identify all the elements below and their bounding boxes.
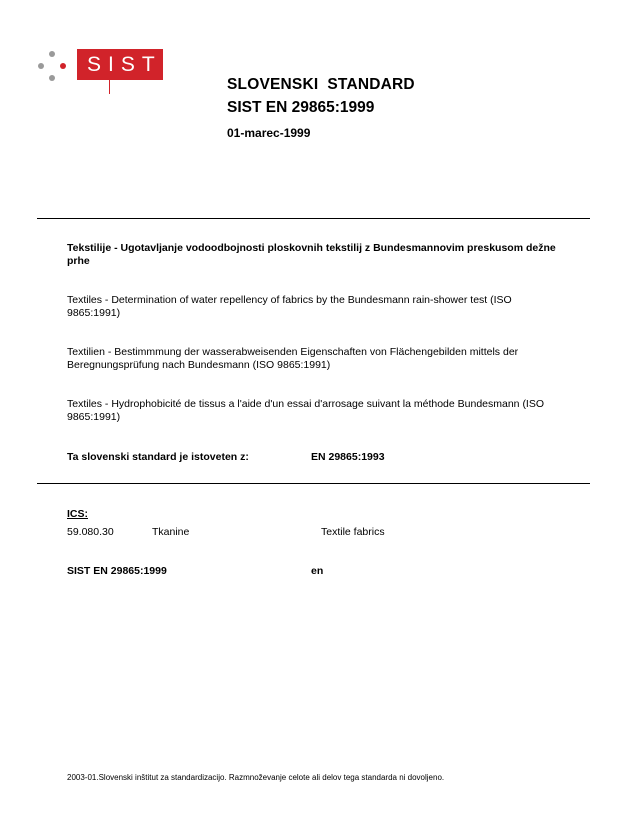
bottom-lang: en [311, 565, 324, 577]
title-en: Textiles - Determination of water repellency of fabrics by the Bundesmann rain-shower test (ISO 9865:1991) [67, 294, 512, 319]
footer-note: 2003-01.Slovenski inštitut za standardizacijo. Razmnoževanje celote ali delov tega standarda ni dovoljeno. [67, 773, 445, 782]
sist-logo: SIST [77, 49, 163, 80]
ics-label: ICS: [67, 508, 88, 520]
ics-code: 59.080.30 [67, 526, 114, 538]
standard-date: 01-marec-1999 [227, 126, 311, 140]
standard-heading: SLOVENSKI STANDARD [227, 76, 415, 93]
ics-name-en: Textile fabrics [321, 526, 385, 538]
bottom-code: SIST EN 29865:1999 [67, 565, 167, 577]
identical-label: Ta slovenski standard je istoveten z: [67, 451, 249, 463]
title-de: Textilien - Bestimmmung der wasserabweisenden Eigenschaften von Flächengebilden mittels der Beregnungsprüfung nach Bundesmann (ISO 9865:1991) [67, 346, 519, 371]
ics-name-sl: Tkanine [152, 526, 190, 538]
title-fr: Textiles - Hydrophobicité de tissus a l'aide d'un essai d'arrosage suivant la méthode Bundesmann (ISO 9865:1991) [67, 398, 545, 423]
standard-code: SIST EN 29865:1999 [227, 99, 375, 116]
identical-value: EN 29865:1993 [311, 451, 385, 463]
middle-rule [37, 483, 590, 484]
logo-dots-icon [36, 50, 68, 84]
top-rule [37, 218, 590, 219]
title-sl: Tekstilije - Ugotavljanje vodoodbojnosti ploskovnih tekstilij z Bundesmannovim preskusom dežne prhe [67, 242, 556, 267]
logo-divider [109, 80, 110, 94]
